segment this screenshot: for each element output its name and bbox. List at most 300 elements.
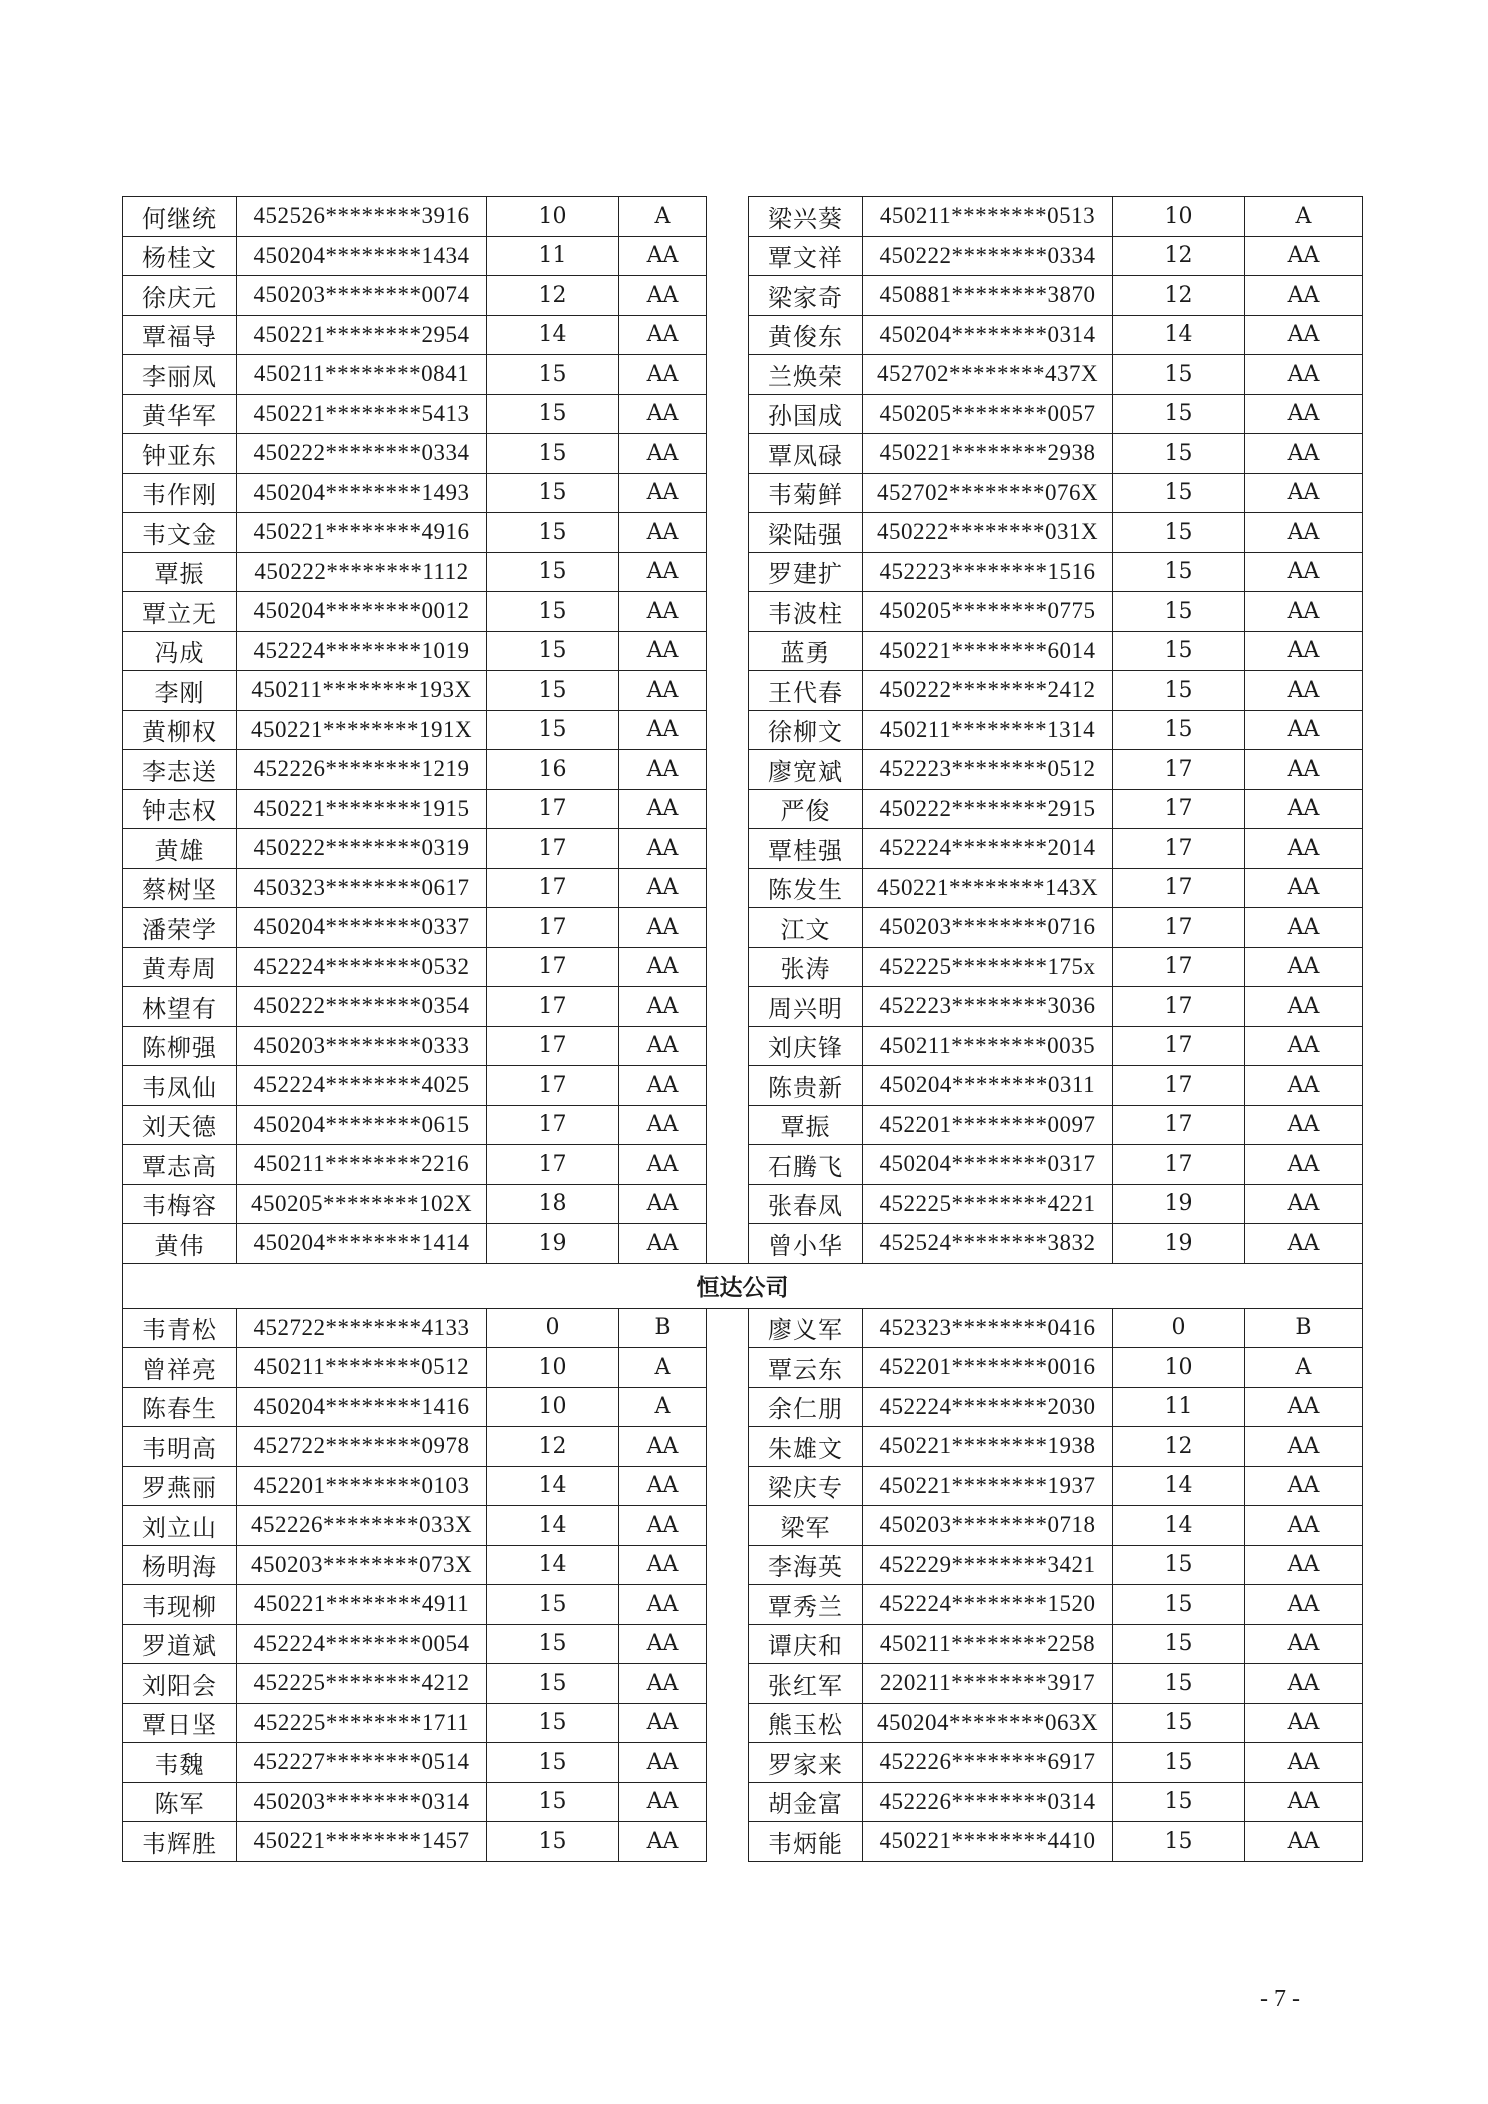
left-rating-cell: AA — [619, 1822, 707, 1862]
column-divider — [707, 789, 749, 829]
right-name-cell: 廖义军 — [749, 1308, 863, 1348]
left-name-cell: 刘阳会 — [123, 1664, 237, 1704]
left-score-cell: 15 — [487, 1703, 619, 1743]
column-divider — [707, 592, 749, 632]
left-score-cell: 14 — [487, 1466, 619, 1506]
left-rating-cell: AA — [619, 1545, 707, 1585]
left-rating-cell: A — [619, 1387, 707, 1427]
left-rating-cell: AA — [619, 552, 707, 592]
column-divider — [707, 315, 749, 355]
left-rating-cell: AA — [619, 908, 707, 948]
left-score-cell: 15 — [487, 1782, 619, 1822]
left-rating-cell: AA — [619, 710, 707, 750]
left-id-number-cell: 450211********0841 — [237, 355, 487, 395]
column-divider — [707, 1624, 749, 1664]
right-score-cell: 10 — [1113, 197, 1245, 237]
right-name-cell: 严俊 — [749, 789, 863, 829]
left-rating-cell: AA — [619, 592, 707, 632]
left-rating-cell: AA — [619, 1664, 707, 1704]
left-id-number-cell: 452526********3916 — [237, 197, 487, 237]
right-score-cell: 14 — [1113, 1466, 1245, 1506]
left-name-cell: 黄华军 — [123, 394, 237, 434]
left-name-cell: 曾祥亮 — [123, 1348, 237, 1388]
left-score-cell: 17 — [487, 1145, 619, 1185]
left-rating-cell: AA — [619, 947, 707, 987]
left-name-cell: 李刚 — [123, 671, 237, 711]
left-id-number-cell: 450211********193X — [237, 671, 487, 711]
column-divider — [707, 671, 749, 711]
left-score-cell: 17 — [487, 1105, 619, 1145]
left-name-cell: 刘天德 — [123, 1105, 237, 1145]
left-score-cell: 10 — [487, 1348, 619, 1388]
left-name-cell: 李丽凤 — [123, 355, 237, 395]
right-id-number-cell: 450203********0718 — [863, 1506, 1113, 1546]
column-divider — [707, 1105, 749, 1145]
right-id-number-cell: 452224********1520 — [863, 1585, 1113, 1625]
right-rating-cell: AA — [1245, 1224, 1363, 1264]
right-score-cell: 12 — [1113, 276, 1245, 316]
left-name-cell: 何继统 — [123, 197, 237, 237]
right-id-number-cell: 450222********031X — [863, 513, 1113, 553]
right-id-number-cell: 452702********076X — [863, 473, 1113, 513]
table-row — [123, 1664, 1363, 1704]
left-rating-cell: AA — [619, 1184, 707, 1224]
right-name-cell: 石腾飞 — [749, 1145, 863, 1185]
right-rating-cell: AA — [1245, 394, 1363, 434]
left-name-cell: 陈军 — [123, 1782, 237, 1822]
right-score-cell: 15 — [1113, 1822, 1245, 1862]
table-row — [123, 750, 1363, 790]
right-id-number-cell: 450222********2412 — [863, 671, 1113, 711]
right-rating-cell: AA — [1245, 750, 1363, 790]
column-divider — [707, 1585, 749, 1625]
right-name-cell: 韦波柱 — [749, 592, 863, 632]
right-score-cell: 17 — [1113, 1066, 1245, 1106]
column-divider — [707, 1822, 749, 1862]
left-name-cell: 刘立山 — [123, 1506, 237, 1546]
left-rating-cell: AA — [619, 1585, 707, 1625]
right-rating-cell: AA — [1245, 552, 1363, 592]
right-rating-cell: A — [1245, 197, 1363, 237]
table-row — [123, 1624, 1363, 1664]
right-score-cell: 15 — [1113, 631, 1245, 671]
left-id-number-cell: 450203********073X — [237, 1545, 487, 1585]
left-score-cell: 17 — [487, 1066, 619, 1106]
left-name-cell: 黄雄 — [123, 829, 237, 869]
right-name-cell: 韦炳能 — [749, 1822, 863, 1862]
column-divider — [707, 868, 749, 908]
left-name-cell: 林望有 — [123, 987, 237, 1027]
left-id-number-cell: 450221********191X — [237, 710, 487, 750]
right-id-number-cell: 450221********6014 — [863, 631, 1113, 671]
left-rating-cell: AA — [619, 513, 707, 553]
right-id-number-cell: 452226********6917 — [863, 1743, 1113, 1783]
right-id-number-cell: 452225********175x — [863, 947, 1113, 987]
right-id-number-cell: 450222********2915 — [863, 789, 1113, 829]
table-row — [123, 236, 1363, 276]
right-name-cell: 张春凤 — [749, 1184, 863, 1224]
left-name-cell: 韦魏 — [123, 1743, 237, 1783]
left-id-number-cell: 450203********0314 — [237, 1782, 487, 1822]
left-rating-cell: AA — [619, 829, 707, 869]
column-divider — [707, 1466, 749, 1506]
left-score-cell: 15 — [487, 710, 619, 750]
right-id-number-cell: 450881********3870 — [863, 276, 1113, 316]
left-id-number-cell: 450204********0337 — [237, 908, 487, 948]
right-rating-cell: AA — [1245, 829, 1363, 869]
right-rating-cell: AA — [1245, 947, 1363, 987]
right-id-number-cell: 452225********4221 — [863, 1184, 1113, 1224]
left-name-cell: 韦青松 — [123, 1308, 237, 1348]
left-name-cell: 韦作刚 — [123, 473, 237, 513]
right-id-number-cell: 452223********0512 — [863, 750, 1113, 790]
right-score-cell: 15 — [1113, 1664, 1245, 1704]
left-id-number-cell: 450204********1416 — [237, 1387, 487, 1427]
column-divider — [707, 197, 749, 237]
left-rating-cell: AA — [619, 236, 707, 276]
left-id-number-cell: 452201********0103 — [237, 1466, 487, 1506]
right-id-number-cell: 450204********063X — [863, 1703, 1113, 1743]
left-rating-cell: AA — [619, 473, 707, 513]
right-id-number-cell: 450204********0311 — [863, 1066, 1113, 1106]
right-name-cell: 蓝勇 — [749, 631, 863, 671]
section-title: 恒达公司 — [123, 1263, 1363, 1308]
left-name-cell: 徐庆元 — [123, 276, 237, 316]
left-score-cell: 15 — [487, 473, 619, 513]
right-score-cell: 15 — [1113, 434, 1245, 474]
table-row — [123, 315, 1363, 355]
left-rating-cell: AA — [619, 1105, 707, 1145]
column-divider — [707, 1066, 749, 1106]
right-score-cell: 12 — [1113, 1427, 1245, 1467]
column-divider — [707, 908, 749, 948]
right-name-cell: 陈贵新 — [749, 1066, 863, 1106]
right-score-cell: 14 — [1113, 315, 1245, 355]
table-row — [123, 1145, 1363, 1185]
left-name-cell: 黄伟 — [123, 1224, 237, 1264]
right-name-cell: 周兴明 — [749, 987, 863, 1027]
table-row — [123, 710, 1363, 750]
left-name-cell: 罗燕丽 — [123, 1466, 237, 1506]
left-name-cell: 覃振 — [123, 552, 237, 592]
column-divider — [707, 473, 749, 513]
left-score-cell: 15 — [487, 671, 619, 711]
table-row — [123, 1348, 1363, 1388]
table-row — [123, 592, 1363, 632]
right-id-number-cell: 450221********143X — [863, 868, 1113, 908]
left-id-number-cell: 450204********0615 — [237, 1105, 487, 1145]
left-id-number-cell: 452225********4212 — [237, 1664, 487, 1704]
right-name-cell: 覃凤碌 — [749, 434, 863, 474]
left-score-cell: 14 — [487, 315, 619, 355]
left-score-cell: 14 — [487, 1506, 619, 1546]
right-name-cell: 梁陆强 — [749, 513, 863, 553]
left-score-cell: 12 — [487, 1427, 619, 1467]
table-body — [123, 197, 1363, 1862]
right-score-cell: 17 — [1113, 987, 1245, 1027]
left-rating-cell: AA — [619, 868, 707, 908]
left-rating-cell: AA — [619, 1066, 707, 1106]
right-score-cell: 15 — [1113, 1743, 1245, 1783]
right-rating-cell: AA — [1245, 710, 1363, 750]
right-score-cell: 15 — [1113, 1545, 1245, 1585]
right-score-cell: 17 — [1113, 750, 1245, 790]
left-id-number-cell: 450203********0333 — [237, 1026, 487, 1066]
left-rating-cell: AA — [619, 1224, 707, 1264]
left-name-cell: 杨桂文 — [123, 236, 237, 276]
right-name-cell: 陈发生 — [749, 868, 863, 908]
left-name-cell: 韦梅容 — [123, 1184, 237, 1224]
table-row — [123, 1703, 1363, 1743]
left-score-cell: 14 — [487, 1545, 619, 1585]
right-name-cell: 谭庆和 — [749, 1624, 863, 1664]
right-rating-cell: A — [1245, 1348, 1363, 1388]
right-rating-cell: AA — [1245, 513, 1363, 553]
left-name-cell: 钟志权 — [123, 789, 237, 829]
left-rating-cell: AA — [619, 1782, 707, 1822]
right-id-number-cell: 450204********0317 — [863, 1145, 1113, 1185]
left-name-cell: 李志送 — [123, 750, 237, 790]
right-id-number-cell: 452224********2030 — [863, 1387, 1113, 1427]
right-id-number-cell: 450205********0057 — [863, 394, 1113, 434]
right-id-number-cell: 450221********2938 — [863, 434, 1113, 474]
right-rating-cell: AA — [1245, 315, 1363, 355]
right-rating-cell: AA — [1245, 1145, 1363, 1185]
table-row — [123, 394, 1363, 434]
left-score-cell: 15 — [487, 513, 619, 553]
right-name-cell: 江文 — [749, 908, 863, 948]
left-score-cell: 11 — [487, 236, 619, 276]
left-score-cell: 15 — [487, 552, 619, 592]
table-row — [123, 908, 1363, 948]
table-row — [123, 1506, 1363, 1546]
right-id-number-cell: 450222********0334 — [863, 236, 1113, 276]
right-name-cell: 梁兴葵 — [749, 197, 863, 237]
table-row — [123, 868, 1363, 908]
table-row — [123, 1105, 1363, 1145]
left-name-cell: 陈春生 — [123, 1387, 237, 1427]
left-rating-cell: AA — [619, 631, 707, 671]
right-name-cell: 孙国成 — [749, 394, 863, 434]
right-rating-cell: AA — [1245, 1743, 1363, 1783]
right-rating-cell: AA — [1245, 631, 1363, 671]
right-rating-cell: AA — [1245, 355, 1363, 395]
column-divider — [707, 1703, 749, 1743]
table-row — [123, 434, 1363, 474]
left-score-cell: 19 — [487, 1224, 619, 1264]
right-id-number-cell: 452323********0416 — [863, 1308, 1113, 1348]
credit-rating-table — [122, 196, 1363, 1862]
left-score-cell: 0 — [487, 1308, 619, 1348]
left-id-number-cell: 452225********1711 — [237, 1703, 487, 1743]
right-id-number-cell: 452223********3036 — [863, 987, 1113, 1027]
right-rating-cell: AA — [1245, 1184, 1363, 1224]
left-id-number-cell: 452227********0514 — [237, 1743, 487, 1783]
right-id-number-cell: 452224********2014 — [863, 829, 1113, 869]
left-id-number-cell: 450211********2216 — [237, 1145, 487, 1185]
table-row — [123, 1822, 1363, 1862]
column-divider — [707, 1308, 749, 1348]
right-rating-cell: AA — [1245, 1427, 1363, 1467]
left-score-cell: 17 — [487, 829, 619, 869]
right-name-cell: 刘庆锋 — [749, 1026, 863, 1066]
right-name-cell: 兰焕荣 — [749, 355, 863, 395]
table-row — [123, 197, 1363, 237]
right-rating-cell: AA — [1245, 1782, 1363, 1822]
right-id-number-cell: 452229********3421 — [863, 1545, 1113, 1585]
left-name-cell: 韦辉胜 — [123, 1822, 237, 1862]
table-row — [123, 829, 1363, 869]
left-name-cell: 覃立无 — [123, 592, 237, 632]
left-name-cell: 黄寿周 — [123, 947, 237, 987]
right-score-cell: 19 — [1113, 1184, 1245, 1224]
right-rating-cell: AA — [1245, 671, 1363, 711]
left-score-cell: 15 — [487, 394, 619, 434]
right-score-cell: 15 — [1113, 1624, 1245, 1664]
right-id-number-cell: 450221********1937 — [863, 1466, 1113, 1506]
left-id-number-cell: 450221********2954 — [237, 315, 487, 355]
right-name-cell: 韦菊鲜 — [749, 473, 863, 513]
column-divider — [707, 1545, 749, 1585]
table-row — [123, 276, 1363, 316]
left-score-cell: 15 — [487, 631, 619, 671]
right-rating-cell: AA — [1245, 434, 1363, 474]
left-name-cell: 韦文金 — [123, 513, 237, 553]
right-id-number-cell: 450211********0035 — [863, 1026, 1113, 1066]
right-name-cell: 罗家来 — [749, 1743, 863, 1783]
column-divider — [707, 1224, 749, 1264]
left-id-number-cell: 450211********0512 — [237, 1348, 487, 1388]
table-row — [123, 789, 1363, 829]
left-rating-cell: AA — [619, 1703, 707, 1743]
table-row — [123, 1224, 1363, 1264]
right-name-cell: 黄俊东 — [749, 315, 863, 355]
right-rating-cell: AA — [1245, 1664, 1363, 1704]
right-id-number-cell: 450221********4410 — [863, 1822, 1113, 1862]
left-rating-cell: AA — [619, 1145, 707, 1185]
column-divider — [707, 1743, 749, 1783]
left-id-number-cell: 450323********0617 — [237, 868, 487, 908]
column-divider — [707, 1145, 749, 1185]
right-id-number-cell: 452201********0016 — [863, 1348, 1113, 1388]
right-rating-cell: AA — [1245, 1545, 1363, 1585]
table-row — [123, 552, 1363, 592]
right-score-cell: 15 — [1113, 552, 1245, 592]
right-rating-cell: AA — [1245, 1585, 1363, 1625]
left-score-cell: 15 — [487, 1664, 619, 1704]
right-id-number-cell: 220211********3917 — [863, 1664, 1113, 1704]
left-name-cell: 杨明海 — [123, 1545, 237, 1585]
right-id-number-cell: 450211********2258 — [863, 1624, 1113, 1664]
right-name-cell: 胡金富 — [749, 1782, 863, 1822]
left-rating-cell: A — [619, 197, 707, 237]
column-divider — [707, 947, 749, 987]
left-id-number-cell: 452226********1219 — [237, 750, 487, 790]
column-divider — [707, 1387, 749, 1427]
left-score-cell: 17 — [487, 789, 619, 829]
right-id-number-cell: 450221********1938 — [863, 1427, 1113, 1467]
right-id-number-cell: 452702********437X — [863, 355, 1113, 395]
right-score-cell: 14 — [1113, 1506, 1245, 1546]
left-id-number-cell: 452226********033X — [237, 1506, 487, 1546]
right-name-cell: 朱雄文 — [749, 1427, 863, 1467]
column-divider — [707, 236, 749, 276]
right-score-cell: 15 — [1113, 671, 1245, 711]
column-divider — [707, 513, 749, 553]
column-divider — [707, 355, 749, 395]
left-name-cell: 覃福导 — [123, 315, 237, 355]
column-divider — [707, 631, 749, 671]
table-row — [123, 1387, 1363, 1427]
column-divider — [707, 1348, 749, 1388]
left-score-cell: 17 — [487, 947, 619, 987]
right-score-cell: 11 — [1113, 1387, 1245, 1427]
left-id-number-cell: 450204********0012 — [237, 592, 487, 632]
right-score-cell: 17 — [1113, 1026, 1245, 1066]
right-score-cell: 19 — [1113, 1224, 1245, 1264]
left-score-cell: 15 — [487, 434, 619, 474]
left-id-number-cell: 450221********1915 — [237, 789, 487, 829]
left-id-number-cell: 450221********1457 — [237, 1822, 487, 1862]
left-name-cell: 覃日坚 — [123, 1703, 237, 1743]
right-score-cell: 17 — [1113, 908, 1245, 948]
right-name-cell: 罗建扩 — [749, 552, 863, 592]
right-name-cell: 覃振 — [749, 1105, 863, 1145]
right-rating-cell: AA — [1245, 789, 1363, 829]
right-name-cell: 王代春 — [749, 671, 863, 711]
section-header-row — [123, 1263, 1363, 1308]
left-name-cell: 蔡树坚 — [123, 868, 237, 908]
left-score-cell: 15 — [487, 355, 619, 395]
right-rating-cell: AA — [1245, 1624, 1363, 1664]
table-row — [123, 671, 1363, 711]
right-score-cell: 15 — [1113, 592, 1245, 632]
left-rating-cell: AA — [619, 276, 707, 316]
table-row — [123, 355, 1363, 395]
right-id-number-cell: 450211********0513 — [863, 197, 1113, 237]
right-score-cell: 15 — [1113, 473, 1245, 513]
right-score-cell: 15 — [1113, 513, 1245, 553]
right-id-number-cell: 450211********1314 — [863, 710, 1113, 750]
right-score-cell: 0 — [1113, 1308, 1245, 1348]
left-score-cell: 15 — [487, 1624, 619, 1664]
right-name-cell: 梁庆专 — [749, 1466, 863, 1506]
left-id-number-cell: 452224********0532 — [237, 947, 487, 987]
left-id-number-cell: 450222********0354 — [237, 987, 487, 1027]
left-score-cell: 15 — [487, 1822, 619, 1862]
left-id-number-cell: 450221********4916 — [237, 513, 487, 553]
right-rating-cell: AA — [1245, 592, 1363, 632]
left-rating-cell: AA — [619, 315, 707, 355]
left-rating-cell: AA — [619, 434, 707, 474]
left-rating-cell: AA — [619, 789, 707, 829]
left-score-cell: 17 — [487, 1026, 619, 1066]
right-rating-cell: AA — [1245, 987, 1363, 1027]
left-name-cell: 潘荣学 — [123, 908, 237, 948]
left-rating-cell: B — [619, 1308, 707, 1348]
right-name-cell: 覃文祥 — [749, 236, 863, 276]
right-score-cell: 17 — [1113, 1105, 1245, 1145]
table-row — [123, 1545, 1363, 1585]
right-id-number-cell: 452524********3832 — [863, 1224, 1113, 1264]
right-id-number-cell: 450203********0716 — [863, 908, 1113, 948]
right-name-cell: 覃云东 — [749, 1348, 863, 1388]
left-id-number-cell: 450204********1493 — [237, 473, 487, 513]
left-rating-cell: AA — [619, 1026, 707, 1066]
left-id-number-cell: 450205********102X — [237, 1184, 487, 1224]
table-row — [123, 947, 1363, 987]
right-rating-cell: AA — [1245, 1066, 1363, 1106]
